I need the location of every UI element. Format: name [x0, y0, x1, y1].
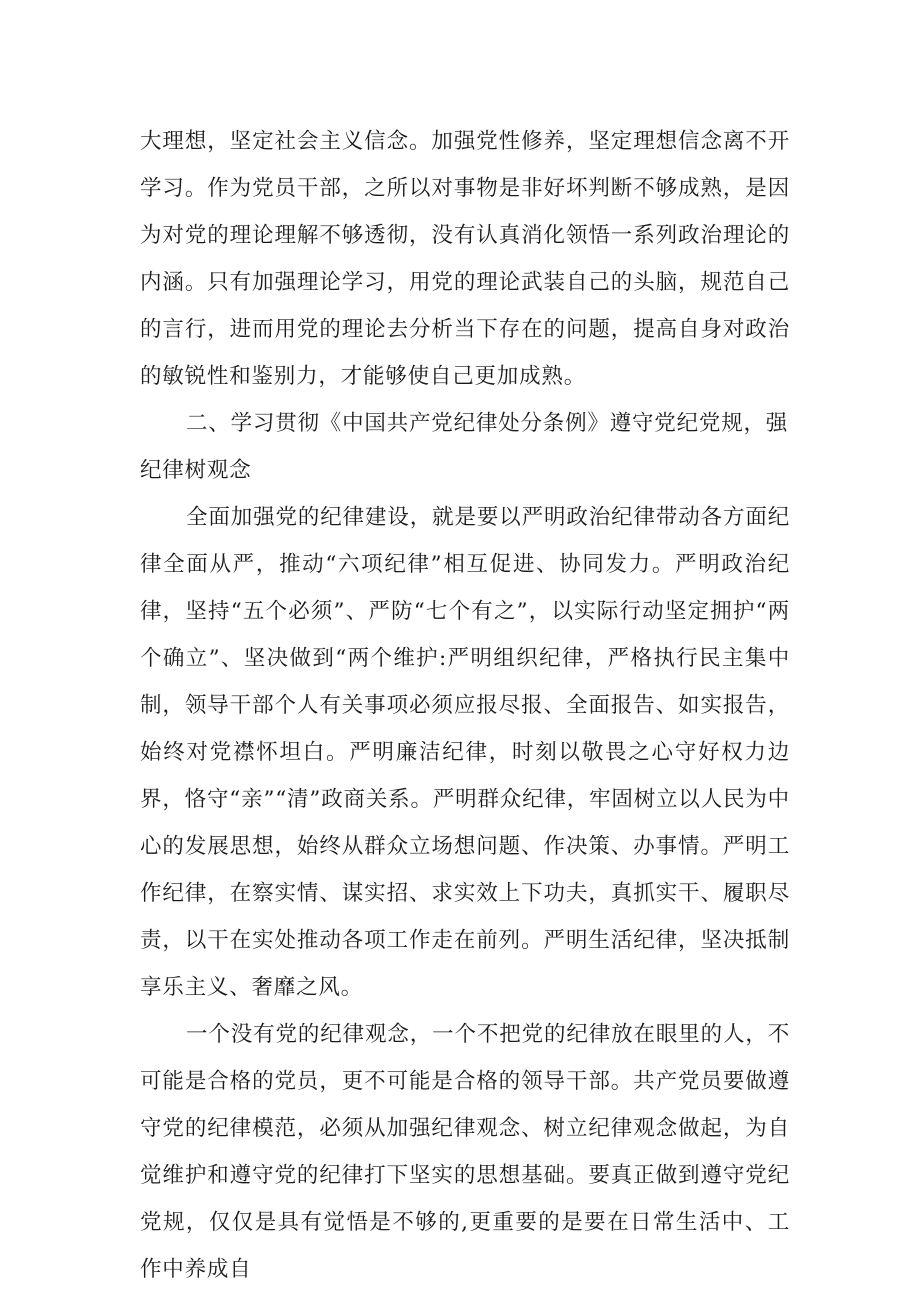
body-paragraph-1: 大理想，坚定社会主义信念。加强党性修养，坚定理想信念离不开学习。作为党员干部，之所以对事物是非好坏判断不够成熟，是因为对党的理论理解不够透彻，没有认真消化领悟一系列政治理论的内涵。只有加强理论学习，用党的理论武装自己的头脑，规范自己的言行，进而用党的理论去分析当下存在的问题，提高自身对政治的敏锐性和鉴别力，才能够使自己更加成熟。: [140, 129, 790, 389]
document-body: [140, 118, 790, 1293]
section-heading-2: 二、学习贯彻《中国共产党纪律处分条例》遵守党纪党规，强纪律树观念: [140, 411, 789, 483]
body-paragraph-2: 全面加强党的纪律建设，就是要以严明政治纪律带动各方面纪律全面从严，推动“六项纪律”相互促进、协同发力。严明政治纪律，坚持“五个必须”、严防“七个有之”，以实际行动坚定拥护“两个确立”、坚决做到“两个维护:严明组织纪律，严格执行民主集中制，领导干部个人有关事项必须应报尽报、全面报告、如实报告，始终对党襟怀坦白。严明廉洁纪律，时刻以敬畏之心守好权力边界，恪守“亲”“清”政商关系。严明群众纪律，牢固树立以人民为中心的发展思想，始终从群众立场想问题、作决策、办事情。严明工作纪律，在察实情、谋实招、求实效上下功夫，真抓实干、履职尽责，以干在实处推动各项工作走在前列。严明生活纪律，坚决抵制享乐主义、奢靡之风。: [140, 505, 790, 1000]
body-paragraph-3: 一个没有党的纪律观念，一个不把党的纪律放在眼里的人，不可能是合格的党员，更不可能是合格的领导干部。共产党员要做遵守党的纪律模范，必须从加强纪律观念、树立纪律观念做起，为自觉维护和遵守党的纪律打下坚实的思想基础。要真正做到遵守党纪党规，仅仅是具有觉悟是不够的,更重要的是要在日常生活中、工作中养成自: [140, 1022, 790, 1282]
